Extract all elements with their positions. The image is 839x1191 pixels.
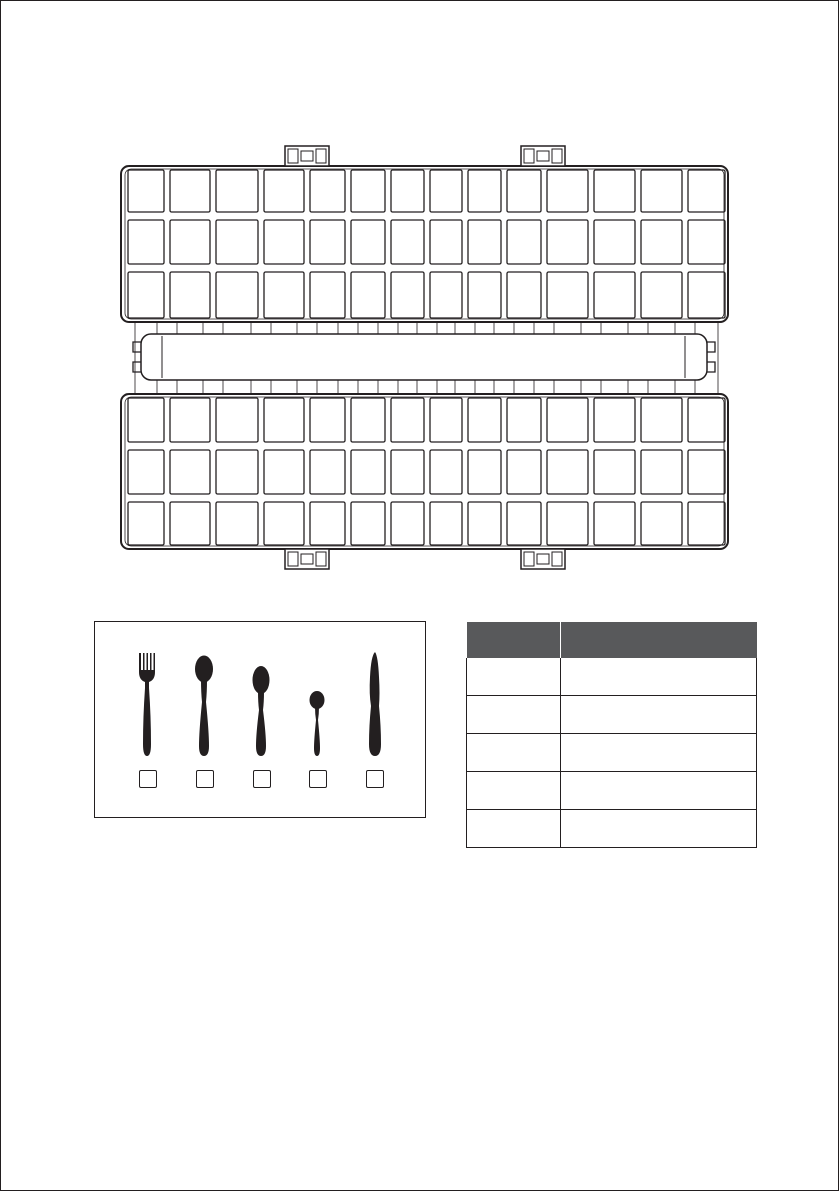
basket-cell <box>170 450 210 494</box>
legend-cell[interactable] <box>467 734 561 772</box>
tablespoon-checkbox[interactable] <box>196 770 214 788</box>
basket-cell <box>128 398 164 442</box>
basket-cell <box>468 170 501 212</box>
basket-cell <box>391 272 424 318</box>
knife-checkbox[interactable] <box>366 770 384 788</box>
basket-cell <box>507 220 541 264</box>
basket-cell <box>170 170 210 212</box>
knife-icon <box>369 652 381 756</box>
basket-cell <box>547 272 588 318</box>
basket-cell <box>594 502 635 545</box>
basket-handle-hinge-right <box>707 342 715 372</box>
basket-cell <box>391 398 424 442</box>
basket-cell <box>216 450 258 494</box>
basket-cell <box>310 398 345 442</box>
basket-cell <box>688 170 725 212</box>
tablespoon-icon <box>195 656 213 757</box>
basket-cell <box>688 450 725 494</box>
basket-cell <box>351 450 385 494</box>
basket-cell <box>468 272 501 318</box>
basket-cell <box>641 450 682 494</box>
basket-cell <box>430 220 462 264</box>
basket-cell <box>641 398 682 442</box>
legend-cell[interactable] <box>561 734 757 772</box>
fork-checkbox[interactable] <box>139 770 157 788</box>
basket-cell <box>351 502 385 545</box>
basket-handle-hinge-left <box>133 342 141 372</box>
legend-table-row <box>467 696 757 734</box>
basket-cell <box>507 398 541 442</box>
basket-cell <box>264 272 304 318</box>
legend-cell[interactable] <box>467 696 561 734</box>
basket-cell <box>688 272 725 318</box>
basket-cell <box>547 450 588 494</box>
basket-cell <box>688 220 725 264</box>
basket-cell <box>547 220 588 264</box>
legend-cell[interactable] <box>561 772 757 810</box>
basket-cell <box>688 398 725 442</box>
fork-icon <box>139 653 155 756</box>
basket-cell <box>128 220 164 264</box>
basket-cell <box>468 220 501 264</box>
basket-cell <box>264 170 304 212</box>
basket-cell <box>641 272 682 318</box>
basket-cell <box>128 502 164 545</box>
basket-cell <box>310 502 345 545</box>
basket-cell <box>351 272 385 318</box>
basket-cell <box>430 398 462 442</box>
basket-cell <box>507 170 541 212</box>
legend-table <box>466 622 757 848</box>
basket-cell <box>310 450 345 494</box>
basket-cell <box>264 502 304 545</box>
basket-cell <box>391 220 424 264</box>
legend-cell[interactable] <box>561 658 757 696</box>
basket-cell <box>594 220 635 264</box>
basket-cell <box>310 272 345 318</box>
basket-cell <box>430 450 462 494</box>
basket-cell <box>641 220 682 264</box>
basket-cell <box>547 398 588 442</box>
legend-table-row <box>467 658 757 696</box>
basket-cell <box>128 170 164 212</box>
basket-cell <box>216 170 258 212</box>
legend-table-row <box>467 772 757 810</box>
basket-cell <box>264 398 304 442</box>
basket-cell <box>170 272 210 318</box>
basket-cell <box>351 170 385 212</box>
legend-cell[interactable] <box>467 772 561 810</box>
basket-cell <box>216 220 258 264</box>
legend-cell[interactable] <box>467 810 561 848</box>
basket-cell <box>507 502 541 545</box>
legend-cell[interactable] <box>561 696 757 734</box>
basket-cell <box>391 502 424 545</box>
legend-header-cell <box>467 622 561 658</box>
basket-cell <box>468 450 501 494</box>
basket-cell <box>170 502 210 545</box>
basket-cell <box>594 450 635 494</box>
basket-cell <box>310 170 345 212</box>
basket-cell <box>128 272 164 318</box>
basket-cell <box>351 398 385 442</box>
cutlery-panel <box>94 621 426 818</box>
basket-cell <box>507 272 541 318</box>
dessert-spoon-checkbox[interactable] <box>253 770 271 788</box>
dessert-spoon-icon <box>253 666 270 756</box>
basket-cell <box>170 398 210 442</box>
basket-cell <box>216 398 258 442</box>
teaspoon-icon <box>310 691 325 756</box>
basket-cell <box>468 398 501 442</box>
basket-cell <box>430 502 462 545</box>
basket-cell <box>391 170 424 212</box>
basket-cell <box>310 220 345 264</box>
basket-cell <box>128 450 164 494</box>
basket-cell <box>264 450 304 494</box>
basket-cell <box>641 170 682 212</box>
basket-cell <box>351 220 385 264</box>
legend-cell[interactable] <box>561 810 757 848</box>
legend-header-cell <box>561 622 757 658</box>
basket-cell <box>216 272 258 318</box>
legend-table-header <box>467 622 757 658</box>
basket-cell <box>641 502 682 545</box>
legend-table-row <box>467 734 757 772</box>
basket-handle <box>141 334 707 380</box>
legend-table-row <box>467 810 757 848</box>
basket-cell <box>547 170 588 212</box>
basket-cell <box>430 170 462 212</box>
basket-cell <box>391 450 424 494</box>
basket-cell <box>594 398 635 442</box>
basket-cell <box>688 502 725 545</box>
basket-cell <box>594 272 635 318</box>
basket-cell <box>264 220 304 264</box>
legend-cell[interactable] <box>467 658 561 696</box>
basket-cell <box>547 502 588 545</box>
basket-cell <box>507 450 541 494</box>
basket-cell <box>594 170 635 212</box>
basket-cell <box>170 220 210 264</box>
basket-cell <box>430 272 462 318</box>
teaspoon-checkbox[interactable] <box>309 770 327 788</box>
basket-cell <box>468 502 501 545</box>
basket-cell <box>216 502 258 545</box>
